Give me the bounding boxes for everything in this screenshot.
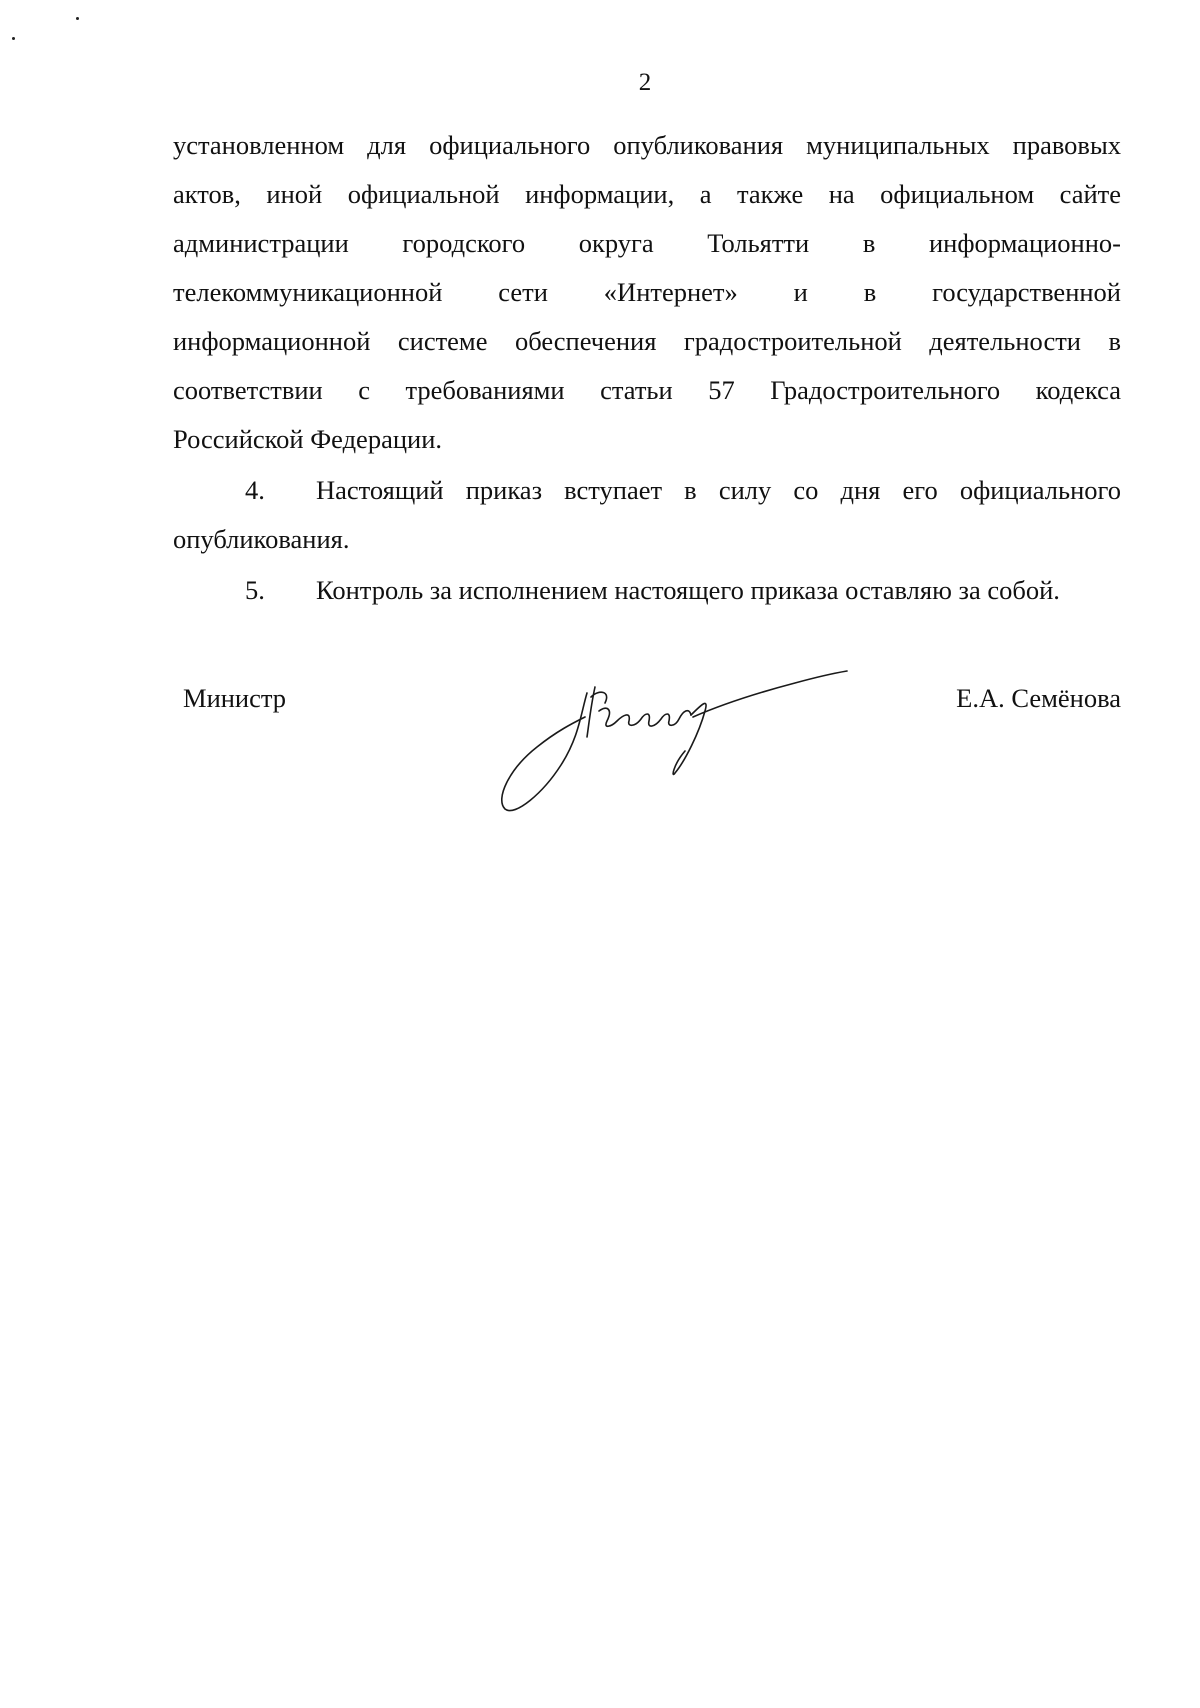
item-4-continuation: опубликования. bbox=[173, 524, 350, 554]
signer-role: Министр bbox=[183, 683, 287, 713]
item-4-first-line bbox=[173, 466, 1121, 515]
paragraph-line: администрации городского округа Тольятти в информационно- bbox=[173, 228, 1121, 258]
item-4-text: Настоящий приказ вступает в силу со дня его официального bbox=[316, 475, 1121, 505]
document-body bbox=[173, 121, 1121, 615]
item-5-line bbox=[173, 566, 1121, 615]
paragraph-line: Российской Федерации. bbox=[173, 424, 442, 454]
item-5-text: Контроль за исполнением настоящего приказа оставляю за собой. bbox=[316, 575, 1060, 605]
paragraph-line: информационной системе обеспечения градостроительной деятельности в bbox=[173, 326, 1121, 356]
scan-speck bbox=[12, 37, 15, 40]
paragraph-line: установленном для официального опубликования муниципальных правовых bbox=[173, 130, 1121, 160]
item-5 bbox=[173, 566, 1121, 615]
paragraph-line: соответствии с требованиями статьи 57 Градостроительного кодекса bbox=[173, 375, 1121, 405]
signer-name: Е.А. Семёнова bbox=[956, 683, 1121, 713]
paragraph-line: актов, иной официальной информации, а также на официальном сайте bbox=[173, 179, 1121, 209]
scan-speck bbox=[76, 17, 79, 20]
item-5-number: 5. bbox=[245, 575, 265, 605]
item-4 bbox=[173, 466, 1121, 564]
paragraph-line: телекоммуникационной сети «Интернет» и в государственной bbox=[173, 277, 1121, 307]
page-number: 2 bbox=[638, 69, 652, 96]
handwritten-signature bbox=[495, 665, 855, 825]
signature-block bbox=[0, 678, 1200, 838]
item-4-number: 4. bbox=[245, 475, 265, 505]
